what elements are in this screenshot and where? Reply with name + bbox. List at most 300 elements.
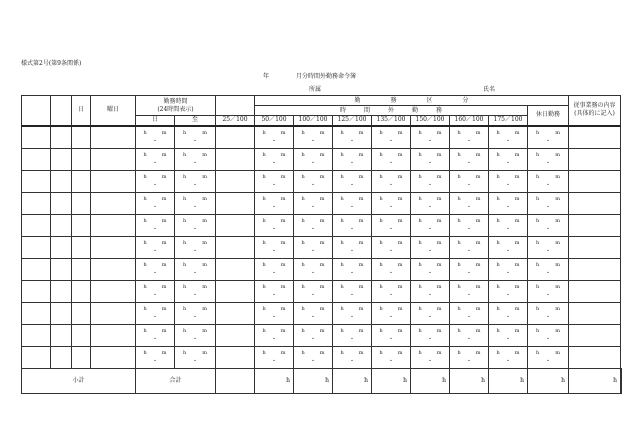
entry-cell[interactable]: [22, 192, 51, 214]
separator-dot: ・: [504, 159, 511, 167]
minute-mark: m: [514, 283, 520, 290]
entry-cell[interactable]: [72, 280, 91, 302]
entry-cell[interactable]: [51, 214, 72, 236]
time-cell[interactable]: [372, 126, 411, 149]
time-cell[interactable]: [489, 148, 528, 170]
entry-cell[interactable]: [22, 302, 51, 324]
minute-mark: m: [475, 151, 481, 158]
minute-mark: m: [319, 349, 325, 356]
hour-mark: h: [340, 217, 344, 224]
header-blank-3: [216, 96, 255, 116]
separator-dot: ・: [270, 137, 277, 145]
table-row: [22, 280, 622, 302]
hour-mark: h: [536, 173, 540, 180]
time-cell[interactable]: [489, 214, 528, 236]
time-cell[interactable]: [450, 214, 489, 236]
time-cell[interactable]: [450, 324, 489, 346]
entry-cell[interactable]: [216, 258, 255, 280]
time-cell[interactable]: [489, 236, 528, 258]
entry-cell[interactable]: [91, 192, 136, 214]
time-cell[interactable]: [255, 280, 294, 302]
rate-25: 25／100: [216, 116, 255, 126]
time-cell[interactable]: [528, 192, 569, 214]
time-cell[interactable]: [528, 258, 569, 280]
entry-cell[interactable]: [51, 280, 72, 302]
minute-mark: m: [555, 283, 560, 290]
minute-mark: m: [475, 283, 481, 290]
entry-cell[interactable]: [216, 236, 255, 258]
hour-mark: h: [340, 327, 344, 334]
table-row: [22, 302, 622, 324]
header-kubun: 勤 務 区 分: [255, 96, 569, 106]
time-cell[interactable]: [411, 236, 450, 258]
time-cell[interactable]: [294, 258, 333, 280]
hour-mark: h: [496, 349, 500, 356]
table-row: [22, 324, 622, 346]
minute-mark: m: [514, 129, 520, 136]
header-day: 日: [72, 96, 91, 126]
entry-cell[interactable]: [22, 126, 51, 149]
minute-mark: m: [319, 239, 325, 246]
hour-mark: h: [301, 305, 305, 312]
minute-mark: m: [202, 283, 207, 290]
time-cell[interactable]: [372, 214, 411, 236]
time-cell[interactable]: [136, 236, 175, 258]
time-cell[interactable]: [175, 258, 216, 280]
time-cell[interactable]: [372, 192, 411, 214]
separator-dot: ・: [151, 137, 158, 145]
time-cell[interactable]: [372, 280, 411, 302]
separator-dot: ・: [387, 313, 394, 321]
time-cell[interactable]: [411, 302, 450, 324]
time-cell[interactable]: [136, 214, 175, 236]
time-cell[interactable]: [333, 280, 372, 302]
time-cell[interactable]: [372, 170, 411, 192]
entry-cell[interactable]: [216, 192, 255, 214]
entry-cell[interactable]: [72, 192, 91, 214]
hour-mark: h: [143, 151, 147, 158]
entry-cell[interactable]: [216, 302, 255, 324]
separator-dot: ・: [348, 247, 355, 255]
time-cell[interactable]: [411, 258, 450, 280]
entry-cell[interactable]: [72, 346, 91, 368]
hour-mark: h: [379, 151, 383, 158]
separator-dot: ・: [426, 181, 433, 189]
separator-dot: ・: [504, 137, 511, 145]
hour-mark: h: [379, 173, 383, 180]
time-cell[interactable]: [372, 324, 411, 346]
time-cell[interactable]: [175, 346, 216, 368]
minute-mark: m: [202, 195, 207, 202]
hour-mark: h: [143, 261, 147, 268]
time-cell[interactable]: [255, 324, 294, 346]
minute-mark: m: [319, 151, 325, 158]
minute-mark: m: [280, 173, 286, 180]
separator-dot: ・: [387, 357, 394, 365]
hour-mark: h: [418, 349, 422, 356]
time-cell[interactable]: [255, 148, 294, 170]
entry-cell[interactable]: [72, 236, 91, 258]
time-cell[interactable]: [294, 324, 333, 346]
time-cell[interactable]: [294, 192, 333, 214]
separator-dot: ・: [504, 313, 511, 321]
entry-cell[interactable]: [51, 126, 72, 149]
minute-mark: m: [161, 173, 167, 180]
separator-dot: ・: [348, 137, 355, 145]
entry-cell[interactable]: [91, 148, 136, 170]
time-cell[interactable]: [333, 302, 372, 324]
minute-mark: m: [555, 349, 560, 356]
hour-mark: h: [418, 283, 422, 290]
time-cell[interactable]: [411, 126, 450, 149]
entry-cell[interactable]: [72, 126, 91, 149]
entry-cell[interactable]: [72, 324, 91, 346]
time-cell[interactable]: [489, 126, 528, 149]
time-cell[interactable]: [450, 280, 489, 302]
entry-cell[interactable]: [91, 214, 136, 236]
time-cell[interactable]: [450, 302, 489, 324]
entry-cell[interactable]: [22, 148, 51, 170]
time-cell[interactable]: [450, 170, 489, 192]
time-cell[interactable]: [489, 302, 528, 324]
time-cell[interactable]: [333, 126, 372, 149]
minute-mark: m: [319, 173, 325, 180]
entry-cell[interactable]: [51, 324, 72, 346]
total-unit: h: [255, 368, 294, 393]
hour-mark: h: [496, 327, 500, 334]
separator-dot: ・: [544, 335, 551, 343]
separator-dot: ・: [191, 203, 198, 211]
hour-mark: h: [536, 151, 540, 158]
time-cell[interactable]: [255, 236, 294, 258]
entry-cell[interactable]: [22, 280, 51, 302]
minute-mark: m: [436, 261, 442, 268]
minute-mark: m: [319, 261, 325, 268]
entry-cell[interactable]: [51, 170, 72, 192]
separator-dot: ・: [426, 247, 433, 255]
time-cell[interactable]: [333, 236, 372, 258]
entry-cell[interactable]: [51, 236, 72, 258]
hour-mark: h: [262, 151, 266, 158]
minute-mark: m: [280, 283, 286, 290]
separator-dot: ・: [544, 247, 551, 255]
minute-mark: m: [514, 349, 520, 356]
hour-mark: h: [536, 283, 540, 290]
duty-cell[interactable]: [569, 214, 621, 236]
time-cell[interactable]: [175, 126, 216, 149]
time-cell[interactable]: [411, 346, 450, 368]
time-cell[interactable]: [489, 324, 528, 346]
separator-dot: ・: [151, 247, 158, 255]
table-row: [22, 258, 622, 280]
duty-cell[interactable]: [569, 148, 621, 170]
separator-dot: ・: [309, 181, 316, 189]
entry-cell[interactable]: [216, 148, 255, 170]
time-cell[interactable]: [175, 192, 216, 214]
entry-cell[interactable]: [51, 258, 72, 280]
time-cell[interactable]: [294, 126, 333, 149]
minute-mark: m: [475, 349, 481, 356]
duty-cell[interactable]: [569, 170, 621, 192]
rate-125: 125／100: [333, 116, 372, 126]
time-cell[interactable]: [175, 280, 216, 302]
time-cell[interactable]: [372, 148, 411, 170]
time-cell[interactable]: [294, 302, 333, 324]
hour-mark: h: [457, 283, 461, 290]
time-cell[interactable]: [175, 324, 216, 346]
entry-cell[interactable]: [91, 126, 136, 149]
time-cell[interactable]: [294, 346, 333, 368]
separator-dot: ・: [151, 181, 158, 189]
hour-mark: h: [301, 129, 305, 136]
duty-cell[interactable]: [569, 302, 621, 324]
hour-mark: h: [301, 217, 305, 224]
entry-cell[interactable]: [216, 324, 255, 346]
time-cell[interactable]: [489, 258, 528, 280]
duty-cell[interactable]: [569, 280, 621, 302]
time-cell[interactable]: [255, 302, 294, 324]
table-row: [22, 346, 622, 368]
time-cell[interactable]: [450, 192, 489, 214]
minute-mark: m: [161, 239, 167, 246]
entry-cell[interactable]: [22, 236, 51, 258]
minute-mark: m: [202, 217, 207, 224]
hour-mark: h: [262, 327, 266, 334]
hour-mark: h: [183, 151, 187, 158]
separator-dot: ・: [270, 291, 277, 299]
hour-mark: h: [262, 305, 266, 312]
minute-mark: m: [514, 217, 520, 224]
time-cell[interactable]: [333, 192, 372, 214]
duty-cell[interactable]: [569, 346, 621, 368]
entry-cell[interactable]: [216, 126, 255, 149]
minute-mark: m: [475, 173, 481, 180]
entry-cell[interactable]: [22, 346, 51, 368]
time-cell[interactable]: [528, 280, 569, 302]
time-cell[interactable]: [411, 280, 450, 302]
minute-mark: m: [555, 173, 560, 180]
time-cell[interactable]: [333, 170, 372, 192]
time-cell[interactable]: [450, 126, 489, 149]
minute-mark: m: [202, 173, 207, 180]
time-cell[interactable]: [528, 324, 569, 346]
entry-cell[interactable]: [72, 258, 91, 280]
time-cell[interactable]: [450, 148, 489, 170]
minute-mark: m: [161, 261, 167, 268]
hour-mark: h: [183, 239, 187, 246]
minute-mark: m: [397, 173, 403, 180]
separator-dot: ・: [191, 181, 198, 189]
hour-mark: h: [536, 305, 540, 312]
entry-cell[interactable]: [51, 148, 72, 170]
separator-dot: ・: [465, 203, 472, 211]
time-cell[interactable]: [294, 236, 333, 258]
time-cell[interactable]: [528, 346, 569, 368]
time-cell[interactable]: [450, 236, 489, 258]
time-cell[interactable]: [411, 148, 450, 170]
time-cell[interactable]: [175, 214, 216, 236]
entry-cell[interactable]: [72, 170, 91, 192]
header-work-hours: [136, 96, 216, 116]
time-cell[interactable]: [136, 192, 175, 214]
separator-dot: ・: [465, 269, 472, 277]
entry-cell[interactable]: [216, 214, 255, 236]
hour-mark: h: [379, 239, 383, 246]
time-cell[interactable]: [528, 170, 569, 192]
separator-dot: ・: [426, 137, 433, 145]
time-cell[interactable]: [489, 192, 528, 214]
hour-mark: h: [418, 261, 422, 268]
hour-mark: h: [536, 195, 540, 202]
entry-cell[interactable]: [216, 170, 255, 192]
entry-cell[interactable]: [72, 148, 91, 170]
time-cell[interactable]: [489, 280, 528, 302]
time-cell[interactable]: [333, 148, 372, 170]
time-cell[interactable]: [372, 258, 411, 280]
entry-cell[interactable]: [22, 324, 51, 346]
time-cell[interactable]: [411, 192, 450, 214]
time-cell[interactable]: [411, 214, 450, 236]
time-cell[interactable]: [136, 346, 175, 368]
time-cell[interactable]: [255, 192, 294, 214]
time-cell[interactable]: [528, 148, 569, 170]
hour-mark: h: [418, 327, 422, 334]
time-cell[interactable]: [411, 324, 450, 346]
entry-cell[interactable]: [51, 302, 72, 324]
time-cell[interactable]: [528, 126, 569, 149]
time-cell[interactable]: [175, 236, 216, 258]
time-cell[interactable]: [136, 302, 175, 324]
hour-mark: h: [183, 327, 187, 334]
hour-mark: h: [183, 173, 187, 180]
entry-cell[interactable]: [91, 280, 136, 302]
entry-cell[interactable]: [22, 258, 51, 280]
entry-cell[interactable]: [91, 236, 136, 258]
entry-cell[interactable]: [216, 280, 255, 302]
hour-mark: h: [143, 239, 147, 246]
time-cell[interactable]: [333, 258, 372, 280]
hour-mark: h: [262, 283, 266, 290]
rate-100: 100／100: [294, 116, 333, 126]
time-cell[interactable]: [255, 214, 294, 236]
time-cell[interactable]: [528, 236, 569, 258]
hour-mark: h: [143, 349, 147, 356]
time-cell[interactable]: [294, 170, 333, 192]
entry-cell[interactable]: [51, 346, 72, 368]
duty-cell[interactable]: [569, 324, 621, 346]
time-cell[interactable]: [175, 148, 216, 170]
separator-dot: ・: [465, 247, 472, 255]
time-cell[interactable]: [136, 258, 175, 280]
hour-mark: h: [183, 305, 187, 312]
separator-dot: ・: [348, 269, 355, 277]
time-cell[interactable]: [333, 346, 372, 368]
time-cell[interactable]: [136, 126, 175, 149]
hour-mark: h: [457, 195, 461, 202]
duty-cell[interactable]: [569, 192, 621, 214]
hour-mark: h: [262, 239, 266, 246]
separator-dot: ・: [348, 181, 355, 189]
time-cell[interactable]: [136, 280, 175, 302]
hour-mark: h: [457, 129, 461, 136]
entry-cell[interactable]: [72, 214, 91, 236]
time-cell[interactable]: [450, 346, 489, 368]
entry-cell[interactable]: [91, 324, 136, 346]
time-cell[interactable]: [528, 302, 569, 324]
duty-cell[interactable]: [569, 258, 621, 280]
minute-mark: m: [202, 261, 207, 268]
entry-cell[interactable]: [91, 346, 136, 368]
entry-cell[interactable]: [22, 214, 51, 236]
minute-mark: m: [555, 217, 560, 224]
minute-mark: m: [436, 239, 442, 246]
hour-mark: h: [143, 173, 147, 180]
minute-mark: m: [319, 217, 325, 224]
entry-cell[interactable]: [216, 346, 255, 368]
entry-cell[interactable]: [91, 258, 136, 280]
time-cell[interactable]: [136, 148, 175, 170]
separator-dot: ・: [426, 269, 433, 277]
entry-cell[interactable]: [51, 192, 72, 214]
time-cell[interactable]: [136, 324, 175, 346]
separator-dot: ・: [191, 225, 198, 233]
time-cell[interactable]: [333, 324, 372, 346]
entry-cell[interactable]: [91, 170, 136, 192]
hour-mark: h: [301, 349, 305, 356]
time-cell[interactable]: [255, 258, 294, 280]
time-cell[interactable]: [372, 346, 411, 368]
time-cell[interactable]: [175, 302, 216, 324]
hour-mark: h: [183, 349, 187, 356]
entry-cell[interactable]: [91, 302, 136, 324]
time-cell[interactable]: [489, 346, 528, 368]
minute-mark: m: [397, 305, 403, 312]
time-cell[interactable]: [175, 170, 216, 192]
time-cell[interactable]: [333, 214, 372, 236]
entry-cell[interactable]: [72, 302, 91, 324]
minute-mark: m: [161, 151, 167, 158]
separator-dot: ・: [504, 203, 511, 211]
time-cell[interactable]: [136, 170, 175, 192]
time-cell[interactable]: [528, 214, 569, 236]
minute-mark: m: [514, 261, 520, 268]
minute-mark: m: [397, 217, 403, 224]
rate-135: 135／100: [372, 116, 411, 126]
minute-mark: m: [161, 349, 167, 356]
hour-mark: h: [496, 239, 500, 246]
time-cell[interactable]: [372, 302, 411, 324]
duty-cell[interactable]: [569, 126, 621, 149]
hour-mark: h: [262, 217, 266, 224]
time-cell[interactable]: [489, 170, 528, 192]
time-cell[interactable]: [411, 170, 450, 192]
time-cell[interactable]: [294, 214, 333, 236]
time-cell[interactable]: [255, 126, 294, 149]
hour-mark: h: [536, 261, 540, 268]
total-unit: h: [333, 368, 372, 393]
duty-cell[interactable]: [569, 236, 621, 258]
time-cell[interactable]: [255, 170, 294, 192]
header-to: 至: [175, 116, 216, 126]
time-cell[interactable]: [450, 258, 489, 280]
time-cell[interactable]: [372, 236, 411, 258]
hour-mark: h: [340, 239, 344, 246]
time-cell[interactable]: [255, 346, 294, 368]
hour-mark: h: [536, 349, 540, 356]
time-cell[interactable]: [294, 280, 333, 302]
entry-cell[interactable]: [22, 170, 51, 192]
time-cell[interactable]: [294, 148, 333, 170]
